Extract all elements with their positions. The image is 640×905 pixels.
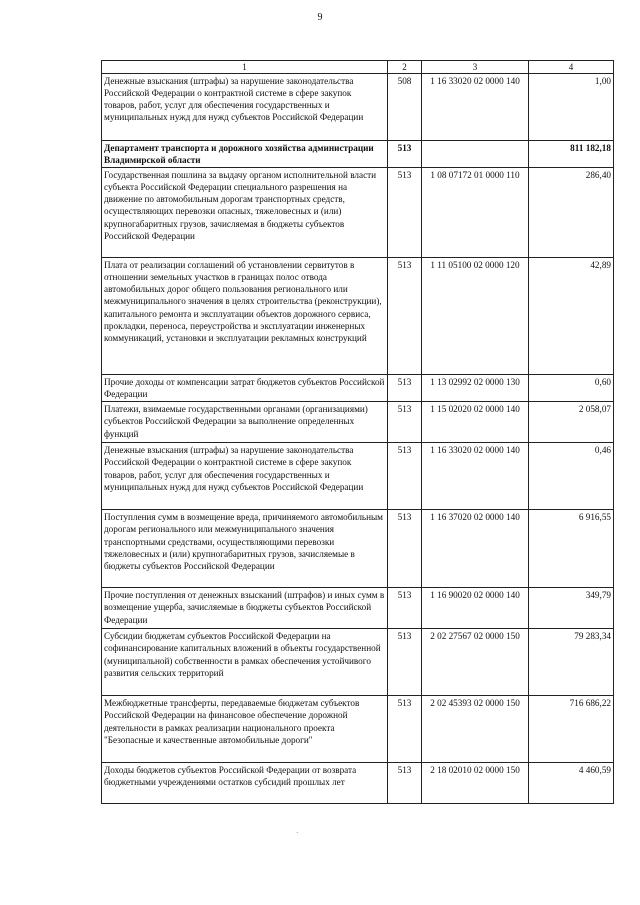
revenue-name-cell: Плата от реализации соглашений об установлении сервитутов в отношении земельных участков в границах полос отвода автомобильных дорог общего пользования регионального или межмуниципального значения в целях строительства (реконструкции), капитального ремонта и эксплуатации объектов дорожного сервиса, прокладки, переноса, переустройства и эксплуатации инженерных коммуникаций, установки и эксплуатации рекламных конструкций [102, 258, 388, 375]
revenue-name-cell: Государственная пошлина за выдачу органом исполнительной власти субъекта Российской Федерации специального разрешения на движение по автомобильным дорогам транспортных средств, осуществляющих перевозки опасных, тяжеловесных и (или) крупногабаритных грузов, зачисляемая в бюджеты субъектов Российской Федерации [102, 168, 388, 258]
table-row [102, 258, 614, 375]
amount-cell: 716 686,22 [529, 696, 614, 763]
budget-classification-code-cell: 1 08 07172 01 0000 110 [422, 168, 529, 258]
budget-classification-code-cell: 1 16 90020 02 0000 140 [422, 588, 529, 629]
revenue-name-cell: Платежи, взимаемые государственными органами (организациями) субъектов Российской Федерации за выполнение определенных функций [102, 402, 388, 443]
revenue-name-cell: Субсидии бюджетам субъектов Российской Федерации на софинансирование капитальных вложений в объекты государственной (муниципальной) собственности в рамках обеспечения устойчивого развития сельских территорий [102, 629, 388, 696]
budget-classification-code-cell: 2 02 27567 02 0000 150 [422, 629, 529, 696]
revenue-name-cell: Поступления сумм в возмещение вреда, причиняемого автомобильным дорогам регионального или межмуниципального значения транспортными средствами, осуществляющими перевозки тяжеловесных и (или) крупногабаритных грузов, зачисляемые в бюджеты субъектов Российской Федерации [102, 510, 388, 588]
scan-mark: · [296, 829, 299, 837]
administrator-code-cell: 513 [388, 510, 422, 588]
department-row [102, 141, 614, 168]
amount-cell: 79 283,34 [529, 629, 614, 696]
revenue-name-cell: Доходы бюджетов субъектов Российской Федерации от возврата бюджетными учреждениями остатков субсидий прошлых лет [102, 763, 388, 804]
budget-classification-code-cell: 1 11 05100 02 0000 120 [422, 258, 529, 375]
column-header-1: 1 [102, 61, 388, 74]
administrator-code-cell: 513 [388, 443, 422, 510]
administrator-code-cell: 513 [388, 402, 422, 443]
budget-revenue-table [101, 60, 614, 804]
budget-classification-code-cell: 1 16 33020 02 0000 140 [422, 74, 529, 141]
department-name-cell: Департамент транспорта и дорожного хозяйства администрации Владимирской области [102, 141, 388, 168]
table-row [102, 696, 614, 763]
administrator-code-cell: 513 [388, 141, 422, 168]
budget-classification-code-cell [422, 141, 529, 168]
amount-cell: 0,60 [529, 375, 614, 402]
revenue-name-cell: Денежные взыскания (штрафы) за нарушение законодательства Российской Федерации о контрактной системе в сфере закупок товаров, работ, услуг для обеспечения государственных и муниципальных нужд для нужд субъектов Российской Федерации [102, 443, 388, 510]
administrator-code-cell: 513 [388, 763, 422, 804]
revenue-name-cell: Денежные взыскания (штрафы) за нарушение законодательства Российской Федерации о контрактной системе в сфере закупок товаров, работ, услуг для обеспечения государственных и муниципальных нужд для нужд субъектов Российской Федерации [102, 74, 388, 141]
amount-cell: 6 916,55 [529, 510, 614, 588]
administrator-code-cell: 513 [388, 258, 422, 375]
budget-classification-code-cell: 1 16 33020 02 0000 140 [422, 443, 529, 510]
table-row [102, 588, 614, 629]
amount-cell: 349,79 [529, 588, 614, 629]
amount-cell: 1,00 [529, 74, 614, 141]
administrator-code-cell: 513 [388, 375, 422, 402]
administrator-code-cell: 508 [388, 74, 422, 141]
column-header-2: 2 [388, 61, 422, 74]
table-row [102, 74, 614, 141]
department-total-cell: 811 182,18 [529, 141, 614, 168]
amount-cell: 4 460,59 [529, 763, 614, 804]
revenue-name-cell: Межбюджетные трансферты, передаваемые бюджетам субъектов Российской Федерации на финансовое обеспечение дорожной деятельности в рамках реализации национального проекта "Безопасные и качественные автомобильные дороги" [102, 696, 388, 763]
amount-cell: 42,89 [529, 258, 614, 375]
table-body [102, 74, 614, 804]
table-row [102, 168, 614, 258]
budget-classification-code-cell: 1 16 37020 02 0000 140 [422, 510, 529, 588]
administrator-code-cell: 513 [388, 588, 422, 629]
amount-cell: 0,46 [529, 443, 614, 510]
administrator-code-cell: 513 [388, 696, 422, 763]
page-number: 9 [317, 12, 323, 23]
revenue-name-cell: Прочие доходы от компенсации затрат бюджетов субъектов Российской Федерации [102, 375, 388, 402]
amount-cell: 286,40 [529, 168, 614, 258]
table-row [102, 402, 614, 443]
table-row [102, 763, 614, 804]
table-row [102, 375, 614, 402]
revenue-name-cell: Прочие поступления от денежных взысканий (штрафов) и иных сумм в возмещение ущерба, зачисляемые в бюджеты субъектов Российской Федерации [102, 588, 388, 629]
amount-cell: 2 058,07 [529, 402, 614, 443]
table-row [102, 629, 614, 696]
administrator-code-cell: 513 [388, 168, 422, 258]
budget-classification-code-cell: 1 15 02020 02 0000 140 [422, 402, 529, 443]
column-header-4: 4 [529, 61, 614, 74]
budget-classification-code-cell: 2 02 45393 02 0000 150 [422, 696, 529, 763]
table-row [102, 443, 614, 510]
administrator-code-cell: 513 [388, 629, 422, 696]
budget-classification-code-cell: 2 18 02010 02 0000 150 [422, 763, 529, 804]
table-header-row [102, 61, 614, 74]
budget-classification-code-cell: 1 13 02992 02 0000 130 [422, 375, 529, 402]
column-header-3: 3 [422, 61, 529, 74]
table-row [102, 510, 614, 588]
